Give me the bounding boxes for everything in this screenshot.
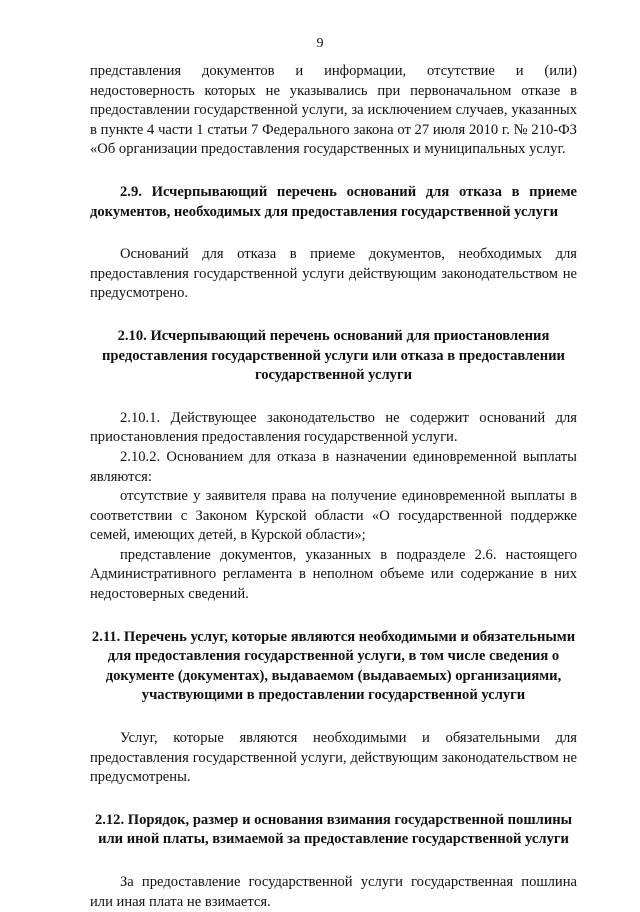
- section-2-9-heading: 2.9. Исчерпывающий перечень оснований для отказа в приеме документов, необходимых для предоставления государственной услуги: [90, 183, 577, 220]
- section-2-10-paragraph-4: представление документов, указанных в подразделе 2.6. настоящего Административного регламента в неполном объеме или содержание в них недостоверных сведений.: [90, 546, 577, 603]
- section-2-10-paragraph-3: отсутствие у заявителя права на получение единовременной выплаты в соответствии с Законом Курской области «О государственной поддержке семей, имеющих детей, в Курской области»;: [90, 488, 577, 544]
- intro-paragraph: представления документов и информации, отсутствие и (или) недостоверность которых не указывались при первоначальном отказе в предоставлении государственной услуги, за исключением случаев, указанных в пункте 4 части 1 статьи 7 Федерального закона от 27 июля 2010 г. № 210-ФЗ «Об организации предоставления государственных и муниципальных услуг.: [90, 63, 577, 158]
- document-body: [90, 62, 577, 912]
- section-2-10-heading: 2.10. Исчерпывающий перечень оснований для приостановления предоставления государственной услуги или отказа в предоставлении государственной услуги: [102, 327, 565, 384]
- section-2-10-paragraph-2: 2.10.2. Основанием для отказа в назначении единовременной выплаты являются:: [90, 448, 577, 485]
- section-2-9-text: Оснований для отказа в приеме документов, необходимых для предоставления государственной услуги действующим законодательством не предусмотрено.: [90, 246, 577, 302]
- section-2-10-paragraph-1: 2.10.1. Действующее законодательство не содержит оснований для приостановления предоставления государственной услуги.: [90, 409, 577, 446]
- section-2-12-text: За предоставление государственной услуги государственная пошлина или иная плата не взимается.: [90, 874, 577, 910]
- section-2-11-text: Услуг, которые являются необходимыми и обязательными для предоставления государственной услуги, действующим законодательством не предусмотрены.: [90, 730, 577, 786]
- section-2-11-heading: 2.11. Перечень услуг, которые являются необходимыми и обязательными для предоставления государственной услуги, в том числе сведения о документе (документах), выдаваемом (выдаваемых) организациями, участвующими в предоставлении государственной услуги: [91, 628, 576, 704]
- page-number: 9: [316, 36, 324, 51]
- section-2-12-heading: 2.12. Порядок, размер и основания взимания государственной пошлины или иной платы, взимаемой за предоставление государственной услуги: [94, 811, 573, 848]
